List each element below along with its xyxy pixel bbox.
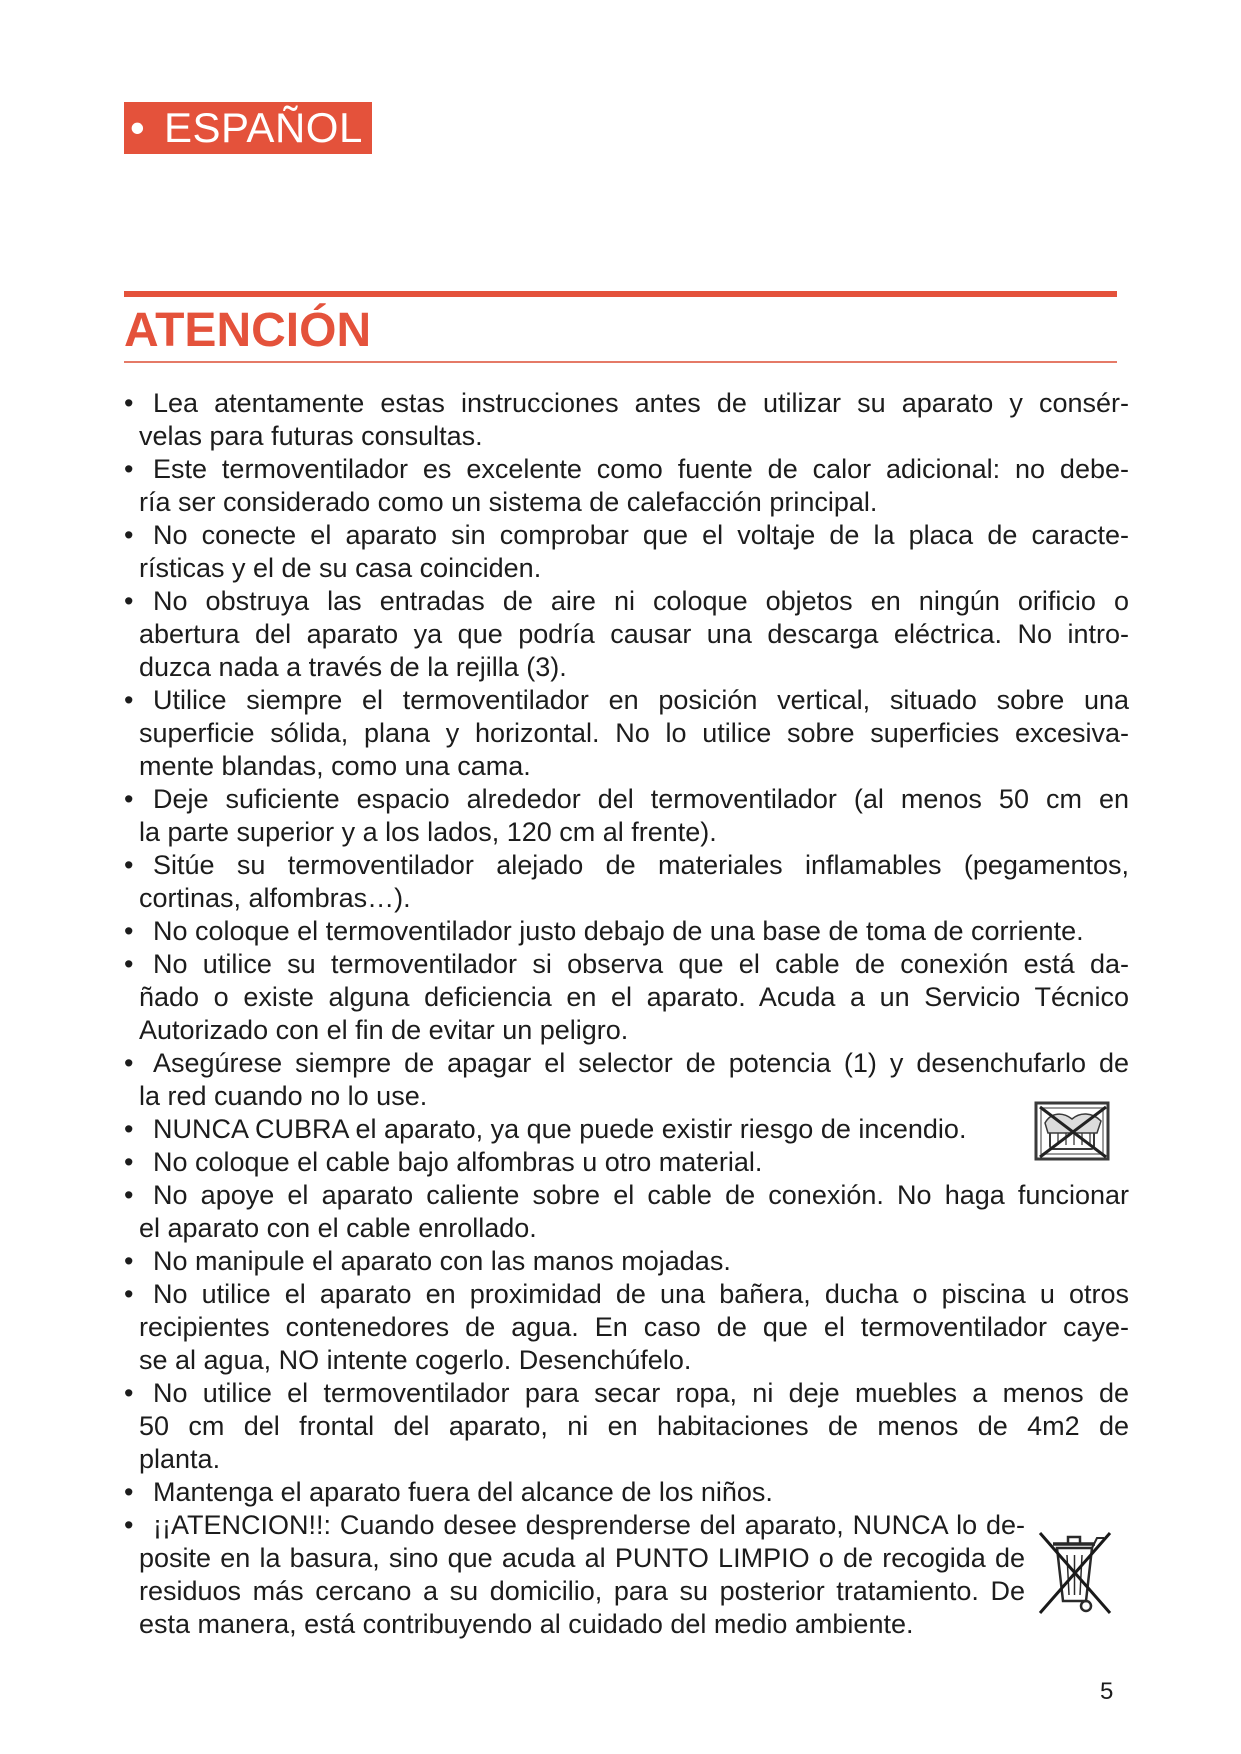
warning-line: planta. (139, 1444, 221, 1474)
list-bullet: • (124, 1378, 134, 1408)
list-bullet: • (124, 388, 134, 418)
warning-line: Sitúe su termoventilador alejado de materiales inflamables (pegamentos, (153, 850, 1129, 880)
list-bullet: • (124, 1279, 134, 1309)
warning-line: cortinas, alfombras…). (139, 883, 411, 913)
list-bullet: • (124, 1180, 134, 1210)
list-bullet: • (124, 850, 134, 880)
warning-line: ñado o existe alguna deficiencia en el aparato. Acuda a un Servicio Técnico (139, 982, 1129, 1012)
warning-line: Deje suficiente espacio alrededor del termoventilador (al menos 50 cm en (153, 784, 1129, 814)
warning-line: Mantenga el aparato fuera del alcance de los niños. (153, 1477, 773, 1507)
warning-item (124, 453, 1129, 519)
warning-item (124, 387, 1129, 453)
warning-line: abertura del aparato ya que podría causar una descarga eléctrica. No intro- (139, 619, 1129, 649)
warning-item (124, 948, 1129, 1047)
warning-line: la red cuando no lo use. (139, 1081, 428, 1111)
list-bullet: • (124, 1147, 134, 1177)
language-tag-bullet: • (130, 104, 145, 151)
warning-item (124, 1476, 1129, 1509)
warning-line: Utilice siempre el termoventilador en posición vertical, situado sobre una (153, 685, 1129, 715)
warning-item (124, 519, 1129, 585)
warning-line: No utilice el aparato en proximidad de una bañera, ducha o piscina u otros (153, 1279, 1129, 1309)
warning-line: Este termoventilador es excelente como fuente de calor adicional: no debe- (153, 454, 1129, 484)
warning-line: ría ser considerado como un sistema de calefacción principal. (139, 487, 878, 517)
list-bullet: • (124, 1477, 134, 1507)
warning-line: la parte superior y a los lados, 120 cm al frente). (139, 817, 717, 847)
warning-line: residuos más cercano a su domicilio, para su posterior tratamiento. De (139, 1576, 1025, 1606)
warning-line: No coloque el termoventilador justo debajo de una base de toma de corriente. (153, 916, 1084, 946)
list-bullet: • (124, 1510, 134, 1540)
warning-line: 50 cm del frontal del aparato, ni en habitaciones de menos de 4m2 de (139, 1411, 1129, 1441)
warning-line: mente blandas, como una cama. (139, 751, 531, 781)
warning-item (124, 915, 1129, 948)
warning-item (124, 1245, 1129, 1278)
warning-line: No manipule el aparato con las manos mojadas. (153, 1246, 731, 1276)
warning-line: superficie sólida, plana y horizontal. No lo utilice sobre superficies excesiva- (139, 718, 1129, 748)
heading-bottom-rule (124, 361, 1117, 363)
list-bullet: • (124, 1114, 134, 1144)
warning-item (124, 585, 1129, 684)
warning-line: NUNCA CUBRA el aparato, ya que puede existir riesgo de incendio. (153, 1114, 967, 1144)
warning-item (124, 1509, 1129, 1641)
warning-item (124, 783, 1129, 849)
page-title: ATENCIÓN (124, 304, 372, 357)
warning-line: posite en la basura, sino que acuda al PUNTO LIMPIO o de recogida de (139, 1543, 1025, 1573)
list-bullet: • (124, 520, 134, 550)
warning-line: No utilice el termoventilador para secar ropa, ni deje muebles a menos de (153, 1378, 1129, 1408)
list-bullet: • (124, 949, 134, 979)
warning-line: No obstruya las entradas de aire ni coloque objetos en ningún orificio o (153, 586, 1129, 616)
do-not-cover-icon (1034, 1099, 1112, 1163)
warning-item (124, 684, 1129, 783)
warning-line: Autorizado con el fin de evitar un peligro. (139, 1015, 629, 1045)
warning-line: No apoye el aparato caliente sobre el cable de conexión. No haga funcionar (153, 1180, 1129, 1210)
warning-line: No coloque el cable bajo alfombras u otro material. (153, 1147, 763, 1177)
warning-line: ¡¡ATENCION!!: Cuando desee desprenderse del aparato, NUNCA lo de- (153, 1510, 1025, 1540)
warning-item (124, 1113, 1129, 1146)
warning-item (124, 1047, 1129, 1113)
language-tag-label: ESPAÑOL (164, 104, 363, 151)
warning-item (124, 1179, 1129, 1245)
warning-line: No conecte el aparato sin comprobar que el voltaje de la placa de caracte- (153, 520, 1129, 550)
warning-line: recipientes contenedores de agua. En caso de que el termoventilador caye- (139, 1312, 1129, 1342)
page-number: 5 (1100, 1678, 1114, 1705)
warning-item (124, 1377, 1129, 1476)
warning-item (124, 1146, 1129, 1179)
warning-line: se al agua, NO intente cogerlo. Desenchúfelo. (139, 1345, 692, 1375)
warning-line: rísticas y el de su casa coinciden. (139, 553, 542, 583)
list-bullet: • (124, 1246, 134, 1276)
list-bullet: • (124, 784, 134, 814)
warning-line: Asegúrese siempre de apagar el selector de potencia (1) y desenchufarlo de (153, 1048, 1129, 1078)
warning-line: velas para futuras consultas. (139, 421, 483, 451)
warning-item (124, 849, 1129, 915)
list-bullet: • (124, 1048, 134, 1078)
warnings-list (124, 387, 1129, 1641)
list-bullet: • (124, 586, 134, 616)
warning-line: esta manera, está contribuyendo al cuidado del medio ambiente. (139, 1609, 914, 1639)
warning-item (124, 1278, 1129, 1377)
warning-line: No utilice su termoventilador si observa que el cable de conexión está da- (153, 949, 1129, 979)
crossed-out-bin-icon (1034, 1523, 1115, 1619)
list-bullet: • (124, 685, 134, 715)
language-tag (124, 102, 372, 154)
list-bullet: • (124, 916, 134, 946)
warning-line: duzca nada a través de la rejilla (3). (139, 652, 567, 682)
list-bullet: • (124, 454, 134, 484)
heading-top-rule (124, 291, 1117, 297)
warning-line: el aparato con el cable enrollado. (139, 1213, 537, 1243)
warning-line: Lea atentamente estas instrucciones antes de utilizar su aparato y consér- (153, 388, 1129, 418)
